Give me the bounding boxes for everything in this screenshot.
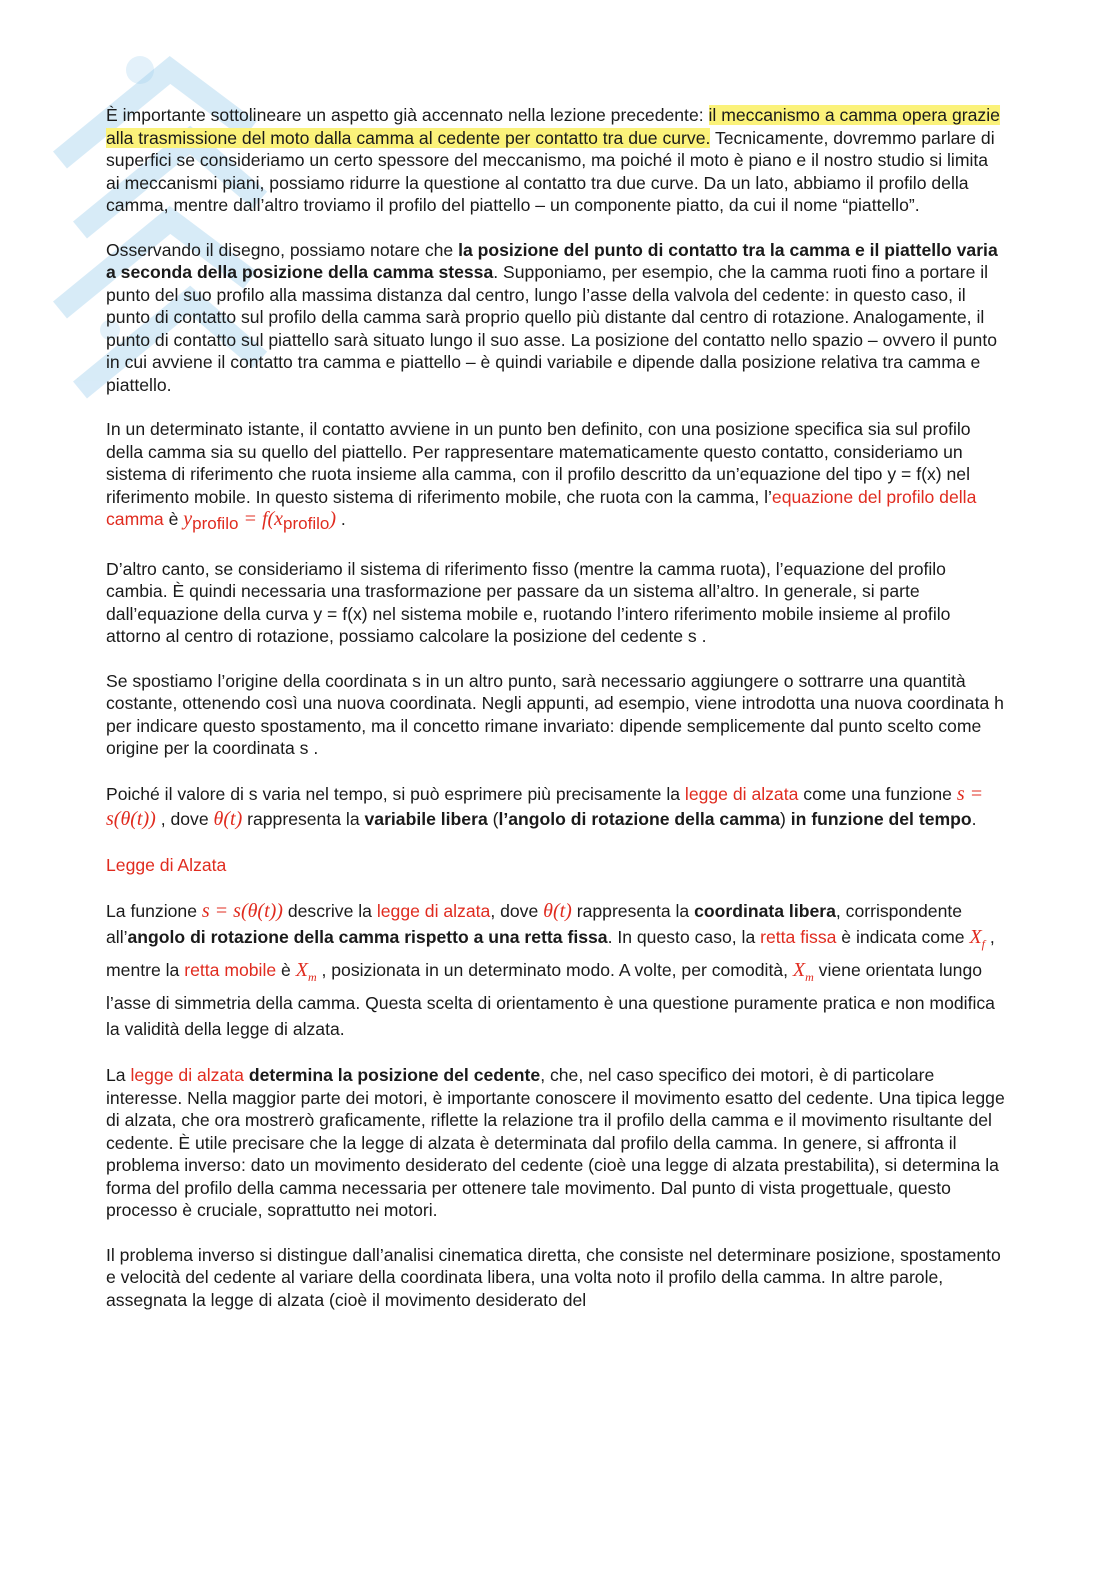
- paragraph-contact-curves: [106, 104, 1006, 217]
- red-term: legge di alzata: [376, 901, 491, 921]
- text-run: La: [106, 1065, 131, 1085]
- text-run: Il problema inverso si distingue dall’analisi cinematica diretta, che consiste nel determinare posizione, spostamento e velocità del cedente al variare della coordinata libera, una volta noto il profilo della camma. In altre parole, assegnata la legge di alzata (cioè il movimento desiderato del: [106, 1244, 1001, 1310]
- bold-text: variabile libera: [364, 808, 488, 829]
- text-run: rappresenta la: [571, 901, 695, 921]
- text-run: , che, nel caso specifico dei motori, è di particolare interesse. Nella maggior parte dei motori, è importante conoscere il movimento esatto del cedente. Una tipica legge di alzata, che ora mostrerò graficamente, riflette la relazione tra il profilo della camma e il movimento risultante del cedente. È utile precisare che la legge di alzata è determinata dal profilo della camma. In genere, si affronta il problema inverso: dato un movimento desiderato del cedente (cioè una legge di alzata prestabilita), si determina la forma del profilo della camma necessaria per ottenere tale movimento. Dal punto di vista progettuale, questo processo è cruciale, soprattutto nei motori.: [106, 1065, 1005, 1220]
- text-run: Osservando il disegno, possiamo notare che: [106, 239, 459, 260]
- paragraph-moving-frame: [106, 418, 1006, 536]
- text-run: ): [780, 808, 791, 829]
- xf-symbol: $X_f$: [969, 926, 985, 951]
- bold-text: in funzione del tempo: [790, 808, 972, 829]
- document-body: [106, 104, 1006, 1333]
- theta-equation: θ(t): [213, 807, 243, 830]
- section-heading: Legge di Alzata: [106, 854, 227, 875]
- text-run: La funzione: [106, 901, 202, 921]
- text-run: Se spostiamo l’origine della coordinata s in un altro punto, sarà necessario aggiungere o sottrarre una quantità costante, ottenendo così una nuova coordinata. Negli appunti, ad esempio, viene introdotta una nuova coordinata h per indicare questo spostamento, ma il concetto rimane invariato: dipende semplicemente dal punto scelto come origine per la coordinata s .: [106, 670, 1004, 758]
- paragraph-follower-position: [106, 1064, 1006, 1222]
- theta-equation: θ(t): [543, 900, 572, 922]
- red-term: legge di alzata: [684, 783, 799, 804]
- red-term: retta fissa: [760, 927, 837, 947]
- text-run: , posizionata in un determinato modo. A volte, per comodità,: [316, 960, 793, 980]
- text-run: .: [336, 509, 346, 529]
- red-term: legge di alzata: [130, 1065, 244, 1085]
- text-run: rappresenta la: [242, 808, 365, 829]
- bold-text: angolo di rotazione della camma rispetto a una retta fissa: [127, 927, 608, 947]
- text-run: , dove: [490, 901, 544, 921]
- text-run: . In questo caso, la: [607, 927, 761, 947]
- bold-text: determina la posizione del cedente: [248, 1065, 541, 1085]
- lift-law-equation: s = s(θ(t)): [201, 900, 283, 922]
- text-run: è indicata come: [836, 927, 970, 947]
- paragraph-lift-law-definition: [106, 898, 1006, 1042]
- bold-text: l’angolo di rotazione della camma: [498, 808, 781, 829]
- xm-symbol: $X_m$: [792, 959, 814, 984]
- text-run: D’altro canto, se consideriamo il sistema di riferimento fisso (mentre la camma ruota), l’equazione del profilo cambia. È quindi necessaria una trasformazione per passare da un sistema all’altro. In generale, si parte dall’equazione della curva y = f(x) nel sistema mobile e, ruotando l’intero riferimento mobile insieme al profilo attorno al centro di rotazione, possiamo calcolare la posizione del cedente s .: [106, 558, 951, 646]
- text-run: È importante sottolineare un aspetto già accennato nella lezione precedente:: [106, 105, 709, 125]
- paragraph-fixed-frame: [106, 558, 1006, 648]
- text-run: come una funzione: [798, 783, 957, 804]
- text-run: viene orientata lungo l’asse di simmetria della camma. Questa scelta di orientamento è una questione puramente pratica e non modifica la validità della legge di alzata.: [106, 960, 995, 1039]
- paragraph-contact-position: [106, 239, 1006, 397]
- text-run: Tecnicamente, dovremmo parlare di superfici se consideriamo un certo spessore del meccanismo, ma poiché il moto è piano e il nostro studio si limita ai meccanismi piani, possiamo ridurre la questione al contatto tra due curve. Da un lato, abbiamo il profilo della camma, mentre dall’altro troviamo il profilo del piattello – un componente piatto, da cui il nome “piattello”.: [106, 127, 995, 215]
- red-term: equazione del profilo della camma: [106, 486, 977, 529]
- text-run: In un determinato istante, il contatto avviene in un punto ben definito, con una posizione specifica sia sul profilo della camma sia su quello del piattello. Per rappresentare matematicamente questo contatto, consideriamo un sistema di riferimento che ruota insieme alla camma, con il profilo descritto da un’equazione del tipo y = f(x) nel riferimento mobile. In questo sistema di riferimento mobile, che ruota con la camma, l’: [106, 419, 971, 507]
- bold-text: coordinata libera: [694, 901, 836, 921]
- paragraph-lift-law-intro: [106, 782, 1006, 832]
- text-run: . Supponiamo, per esempio, che la camma ruoti fino a portare il punto del suo profilo alla massima distanza dal centro, lungo l’asse della valvola del cedente: in questo caso, il punto di contatto sul profilo della camma sarà proprio quello più distante dal centro di rotazione. Analogamente, il punto di contatto sul piattello sarà situato lungo il suo asse. La posizione del contatto nello spazio – ovvero il punto in cui avviene il contatto tra camma e piattello – è quindi variabile e dipende dalla posizione relativa tra camma e piattello.: [106, 262, 998, 395]
- text-run: (: [487, 808, 499, 829]
- text-run: , corrispondente all’: [106, 901, 963, 947]
- highlighted-text: il meccanismo a camma opera grazie alla trasmissione del moto dalla camma al cedente per contatto tra due curve.: [106, 105, 1000, 148]
- paragraph-inverse-problem: [106, 1244, 1006, 1312]
- text-run: è: [163, 509, 184, 529]
- text-run: .: [971, 808, 977, 829]
- bold-text: la posizione del punto di contatto tra la camma e il piattello varia a seconda della posizione della camma stessa: [106, 239, 998, 282]
- text-run: , dove: [155, 808, 214, 829]
- paragraph-origin-shift: [106, 670, 1006, 760]
- xm-symbol: $X_m$: [295, 959, 317, 984]
- text-run: descrive la: [282, 901, 377, 921]
- text-run: Poiché il valore di s varia nel tempo, si può esprimere più precisamente la: [106, 783, 685, 804]
- red-term: retta mobile: [184, 960, 277, 980]
- text-run: , mentre la: [106, 927, 995, 980]
- lift-law-equation: s = s(θ(t)): [106, 782, 984, 830]
- profile-equation: $y_{profilo} = f(x_{profilo})$: [183, 508, 337, 533]
- text-run: è: [276, 960, 296, 980]
